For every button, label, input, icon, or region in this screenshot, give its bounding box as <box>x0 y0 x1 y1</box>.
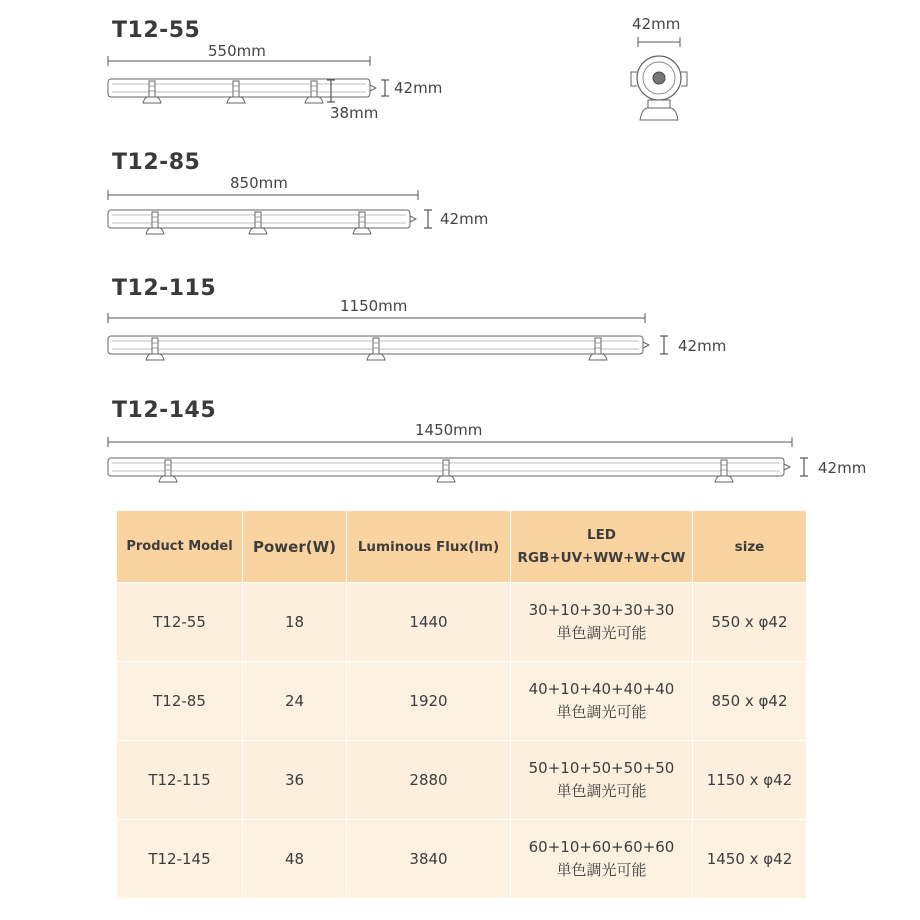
cell-flux: 1440 <box>347 583 511 662</box>
cell-led <box>511 583 693 662</box>
cell-led <box>511 820 693 899</box>
drawing-end-view <box>631 37 687 120</box>
drawing-t12-145 <box>108 437 808 482</box>
table-row <box>117 662 807 741</box>
height-label-t12-85: 42mm <box>440 210 489 228</box>
cell-flux: 3840 <box>347 820 511 899</box>
end-view-width-label: 42mm <box>632 15 681 33</box>
cell-flux: 1920 <box>347 662 511 741</box>
table-row <box>117 583 807 662</box>
cell-led-dimming: 単色調光可能 <box>556 782 647 800</box>
header-led <box>511 511 693 583</box>
cell-led-counts: 40+10+40+40+40 <box>528 680 675 698</box>
model-title-t12-115: T12-115 <box>112 276 217 301</box>
drawing-t12-55 <box>108 56 389 103</box>
header-luminous-flux: Luminous Flux(lm) <box>347 511 511 583</box>
table-row <box>117 741 807 820</box>
length-label-t12-55: 550mm <box>208 42 266 60</box>
table-row <box>117 820 807 899</box>
spec-table <box>116 510 807 899</box>
cell-model: T12-55 <box>117 583 243 662</box>
cell-size: 1150 x φ42 <box>693 741 807 820</box>
cell-power: 18 <box>243 583 347 662</box>
cell-led <box>511 662 693 741</box>
cell-led-counts: 60+10+60+60+60 <box>528 838 675 856</box>
table-header-row <box>117 511 807 583</box>
header-product-model: Product Model <box>117 511 243 583</box>
length-label-t12-145: 1450mm <box>415 421 483 439</box>
extra-label-t12-55: 38mm <box>330 104 379 122</box>
cell-led-counts: 50+10+50+50+50 <box>528 759 675 777</box>
cell-flux: 2880 <box>347 741 511 820</box>
cell-model: T12-115 <box>117 741 243 820</box>
drawing-t12-115 <box>108 313 668 360</box>
cell-size: 850 x φ42 <box>693 662 807 741</box>
model-title-t12-55: T12-55 <box>112 18 201 43</box>
cell-model: T12-85 <box>117 662 243 741</box>
cell-power: 36 <box>243 741 347 820</box>
header-led-channels: RGB+UV+WW+W+CW <box>517 549 686 566</box>
cell-model: T12-145 <box>117 820 243 899</box>
model-title-t12-145: T12-145 <box>112 398 217 423</box>
cell-led-counts: 30+10+30+30+30 <box>528 601 675 619</box>
length-label-t12-115: 1150mm <box>340 297 408 315</box>
cell-led-dimming: 単色調光可能 <box>556 703 647 721</box>
height-label-t12-55: 42mm <box>394 79 443 97</box>
height-label-t12-115: 42mm <box>678 337 727 355</box>
cell-size: 550 x φ42 <box>693 583 807 662</box>
cell-led-dimming: 単色調光可能 <box>556 861 647 879</box>
model-title-t12-85: T12-85 <box>112 150 201 175</box>
cell-led-dimming: 単色調光可能 <box>556 624 647 642</box>
header-led-title: LED <box>586 526 617 543</box>
length-label-t12-85: 850mm <box>230 174 288 192</box>
cell-power: 48 <box>243 820 347 899</box>
header-size: size <box>693 511 807 583</box>
height-label-t12-145: 42mm <box>818 459 867 477</box>
drawing-t12-85 <box>108 190 432 234</box>
header-power: Power(W) <box>243 511 347 583</box>
cell-size: 1450 x φ42 <box>693 820 807 899</box>
cell-power: 24 <box>243 662 347 741</box>
cell-led <box>511 741 693 820</box>
